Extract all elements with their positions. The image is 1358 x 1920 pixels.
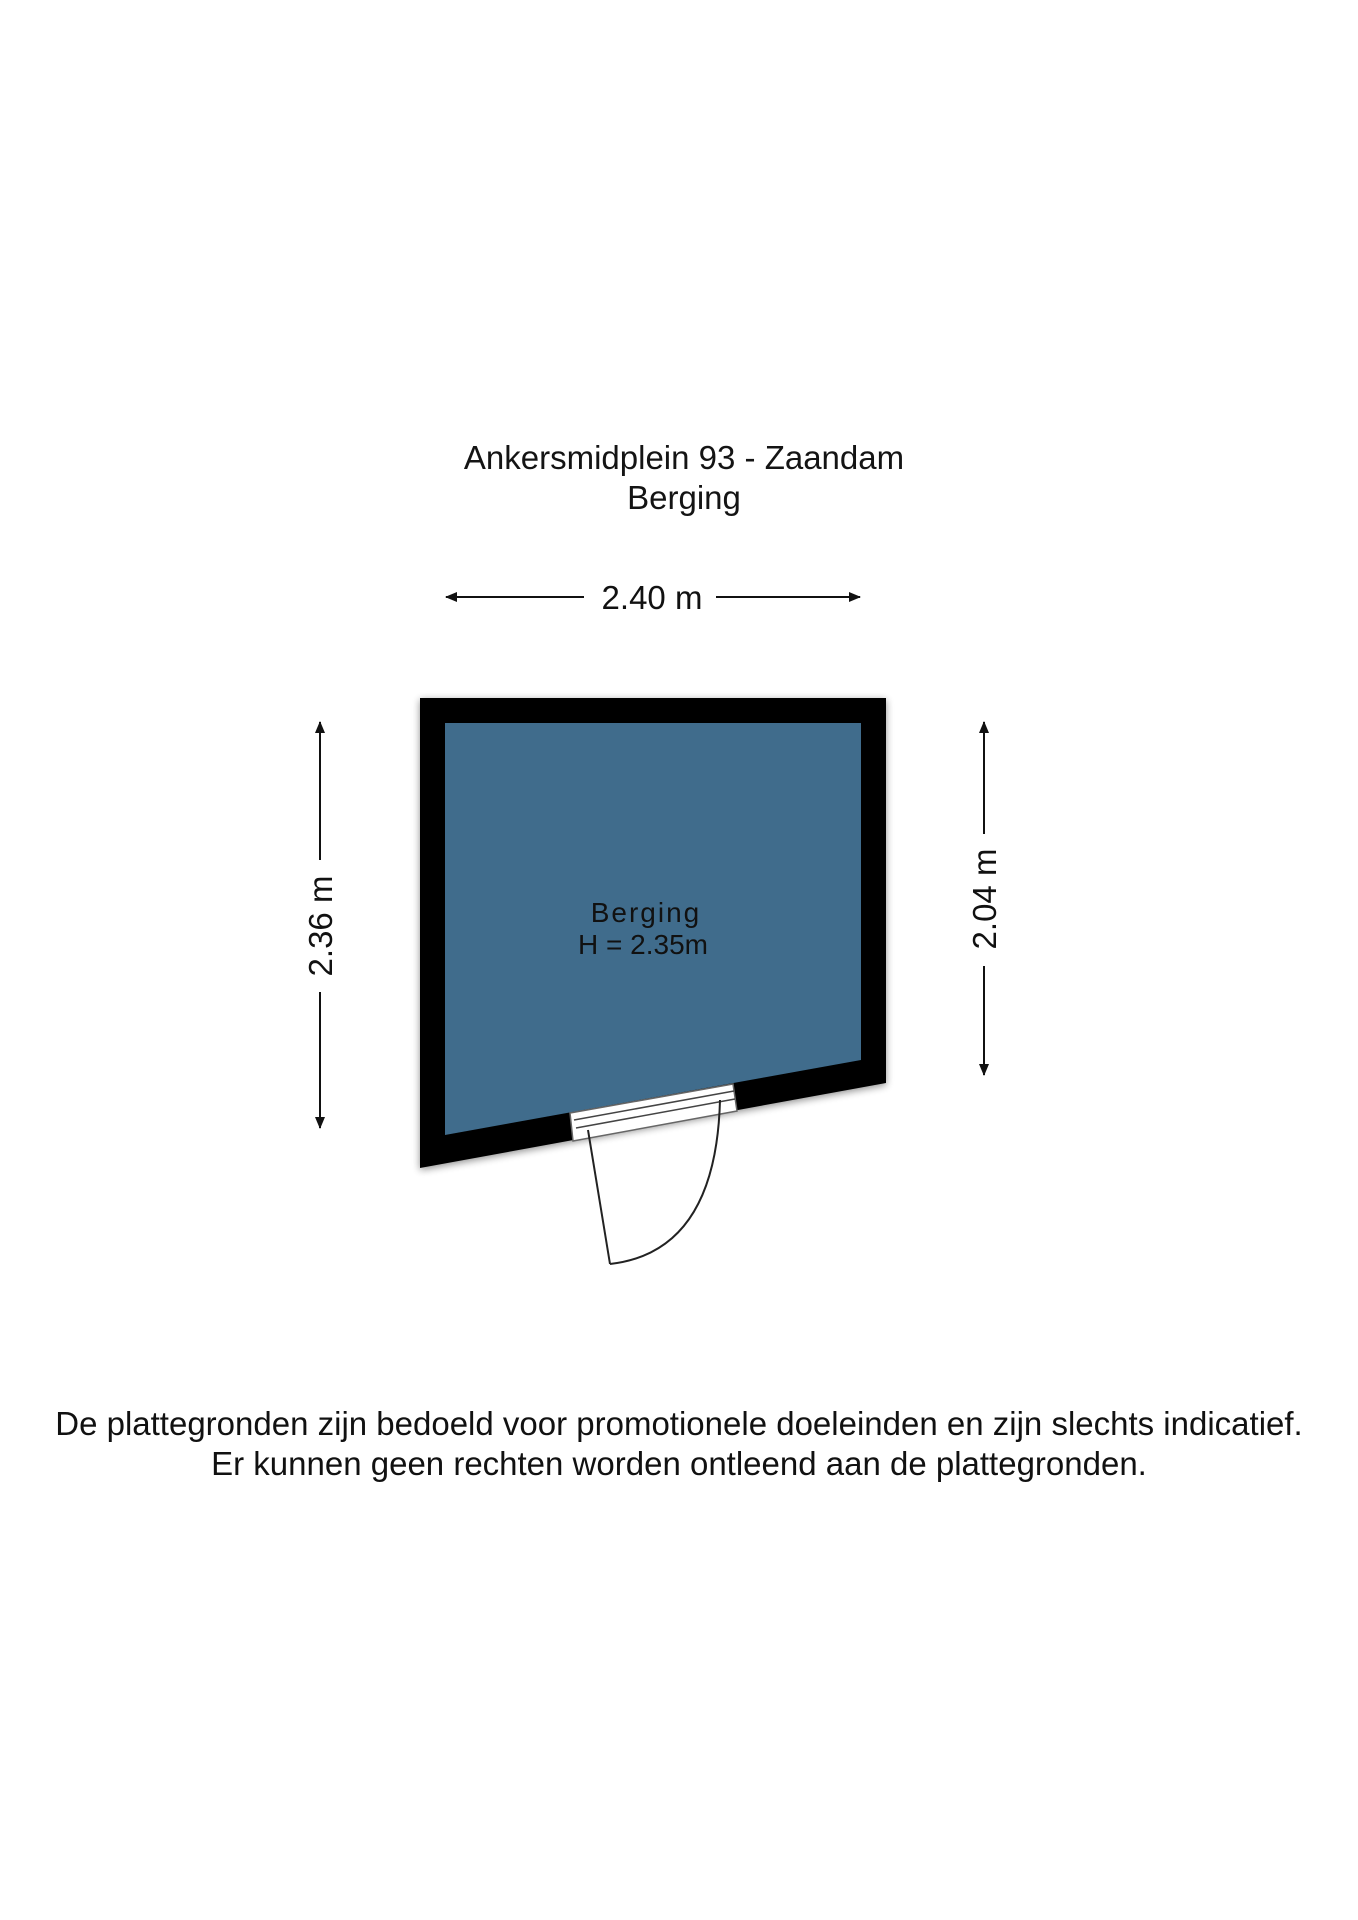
dimension-right-label: 2.04 m: [966, 848, 1003, 950]
dimension-right: [966, 722, 1003, 1075]
dimension-left: [302, 722, 339, 1128]
door: [570, 1084, 737, 1264]
room-name-label: Berging: [590, 897, 702, 928]
disclaimer-line-1: De plattegronden zijn bedoeld voor promotionele doeleinden en zijn slechts indicatief.: [55, 1405, 1303, 1442]
door-leaf: [588, 1130, 610, 1264]
dimension-top-label: 2.40 m: [601, 579, 703, 616]
plan-title: Ankersmidplein 93 - Zaandam: [463, 439, 905, 476]
plan-subtitle: Berging: [627, 479, 741, 516]
room-height-label: H = 2.35m: [578, 929, 708, 960]
dimension-left-label: 2.36 m: [302, 875, 339, 977]
dimension-top: [446, 579, 860, 616]
disclaimer-line-2: Er kunnen geen rechten worden ontleend aan de plattegronden.: [211, 1445, 1147, 1482]
